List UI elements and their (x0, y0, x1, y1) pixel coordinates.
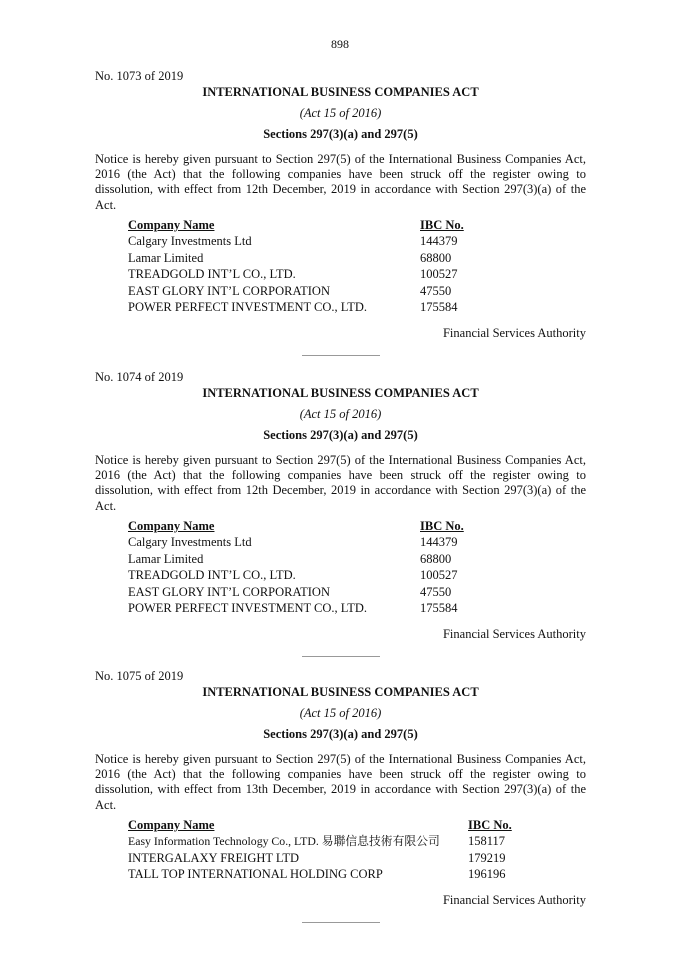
table-row (128, 850, 586, 867)
ibc-number: 100527 (420, 568, 458, 583)
company-table (128, 217, 586, 316)
sections-heading: Sections 297(3)(a) and 297(5) (263, 127, 418, 141)
sections-heading: Sections 297(3)(a) and 297(5) (263, 727, 418, 741)
table-row (128, 534, 586, 551)
column-header-company-name: Company Name (128, 217, 215, 232)
ibc-number: 100527 (420, 267, 458, 282)
ibc-number: 144379 (420, 234, 458, 249)
column-header-company-name: Company Name (128, 817, 215, 832)
table-row (128, 584, 586, 601)
table-row (128, 299, 586, 316)
notice-separator (302, 656, 380, 657)
issuing-authority: Financial Services Authority (442, 892, 586, 907)
notice-body: Notice is hereby given pursuant to Section 297(5) of the International Business Companies Act, 2016 (the Act) that the following companies have been struck off the register owing to dissolution, with effect from 12th December, 2019 in accordance with Section 297(3)(a) of the Act. (95, 453, 586, 513)
company-name: TREADGOLD INT’L CO., LTD. (128, 267, 296, 282)
ibc-number: 175584 (420, 300, 458, 315)
act-subtitle: (Act 15 of 2016) (299, 706, 382, 720)
ibc-number: 175584 (420, 601, 458, 616)
ibc-number: 179219 (468, 850, 506, 865)
notice-1074 (95, 369, 586, 657)
company-name: EAST GLORY INT’L CORPORATION (128, 584, 330, 599)
notice-body: Notice is hereby given pursuant to Section 297(5) of the International Business Companies Act, 2016 (the Act) that the following companies have been struck off the register owing to dissolution, with effect from 13th December, 2019 in accordance with Section 297(3)(a) of the Act. (95, 752, 586, 812)
company-name: Easy Information Technology Co., LTD. 易聯信息技術有限公司 (128, 834, 440, 849)
ibc-number: 47550 (420, 584, 452, 599)
page-number: 898 (331, 37, 349, 51)
company-table (128, 518, 586, 617)
notice-separator (302, 922, 380, 923)
column-header-ibc-no: IBC No. (420, 217, 464, 232)
company-name: INTERGALAXY FREIGHT LTD (128, 850, 300, 865)
act-title: INTERNATIONAL BUSINESS COMPANIES ACT (202, 85, 479, 99)
table-header-row (128, 518, 586, 535)
act-title: INTERNATIONAL BUSINESS COMPANIES ACT (202, 685, 479, 699)
company-name: Lamar Limited (128, 551, 204, 566)
company-name: Lamar Limited (128, 250, 204, 265)
company-name: POWER PERFECT INVESTMENT CO., LTD. (128, 601, 368, 616)
act-subtitle: (Act 15 of 2016) (299, 106, 382, 120)
column-header-company-name: Company Name (128, 518, 215, 533)
act-title: INTERNATIONAL BUSINESS COMPANIES ACT (202, 386, 479, 400)
company-name: Calgary Investments Ltd (128, 234, 252, 249)
notice-1073 (95, 68, 586, 356)
notice-separator (302, 355, 380, 356)
notice-ref: No. 1074 of 2019 (95, 370, 184, 384)
notice-ref: No. 1075 of 2019 (95, 669, 184, 683)
notice-ref: No. 1073 of 2019 (95, 69, 184, 83)
ibc-number: 144379 (420, 535, 458, 550)
company-name: TREADGOLD INT’L CO., LTD. (128, 568, 296, 583)
notice-1075 (95, 668, 586, 923)
column-header-ibc-no: IBC No. (468, 817, 512, 832)
ibc-number: 196196 (468, 867, 506, 882)
ibc-number: 68800 (420, 250, 452, 265)
issuing-authority: Financial Services Authority (442, 325, 586, 340)
table-row (128, 266, 586, 283)
table-row (128, 600, 586, 617)
table-row (128, 551, 586, 568)
ibc-number: 68800 (420, 551, 452, 566)
company-name: Calgary Investments Ltd (128, 535, 252, 550)
table-row (128, 833, 586, 850)
sections-heading: Sections 297(3)(a) and 297(5) (263, 428, 418, 442)
column-header-ibc-no: IBC No. (420, 518, 464, 533)
table-row (128, 250, 586, 267)
table-row (128, 567, 586, 584)
company-table (128, 817, 586, 883)
table-row (128, 866, 586, 883)
company-name: TALL TOP INTERNATIONAL HOLDING CORP (128, 867, 383, 882)
ibc-number: 47550 (420, 283, 452, 298)
table-header-row (128, 217, 586, 234)
act-subtitle: (Act 15 of 2016) (299, 407, 382, 421)
table-header-row (128, 817, 586, 834)
notice-body: Notice is hereby given pursuant to Section 297(5) of the International Business Companies Act, 2016 (the Act) that the following companies have been struck off the register owing to dissolution, with effect from 12th December, 2019 in accordance with Section 297(3)(a) of the Act. (95, 152, 586, 212)
company-name: EAST GLORY INT’L CORPORATION (128, 283, 330, 298)
table-row (128, 233, 586, 250)
table-row (128, 283, 586, 300)
company-name: POWER PERFECT INVESTMENT CO., LTD. (128, 300, 368, 315)
ibc-number: 158117 (468, 834, 506, 849)
issuing-authority: Financial Services Authority (442, 626, 586, 641)
